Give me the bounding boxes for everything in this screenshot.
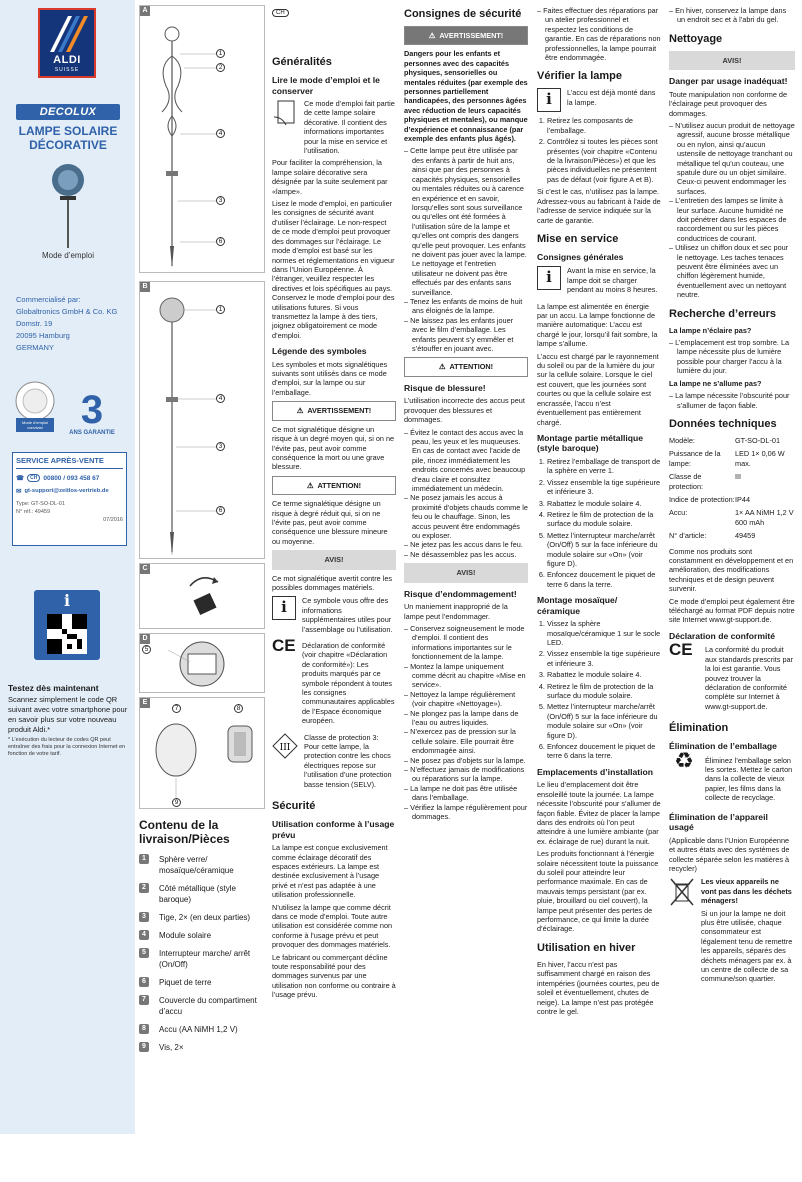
paragraph: Si un jour la lampe ne doit plus être utilisée, chaque consommateur est légalement tenu de remettre les appareils, séparés des déchets ménagers par ex. à un centre de collecte de sa commune/son quartier.: [701, 908, 793, 984]
list-item: – La lampe ne doit pas être utilisée dans l’emballage.: [404, 783, 518, 803]
aldi-logo: [38, 8, 96, 78]
list-item: – L’entretien des lampes se limite à leur surface. Aucune humidité ne doit pénétrer dans les espaces de raccordement ou sur les pièces conductrices de courant.: [669, 196, 787, 243]
paragraph: Déclaration de conformité (voir chapitre «Déclaration de conformité»): Les produits marqués par ce symbole répondent à toutes les consignes communautaires applicables de l’Espace économique européen.: [302, 641, 395, 726]
list-item: – Utilisez un chiffon doux et sec pour le nettoyage. Les taches tenaces peuvent être éliminées avec un chiffon légèrement humide, éventuellement avec un nettoyant neutre.: [669, 243, 789, 300]
list-item: – N’effectuez jamais de modifications ou réparations sur la lampe.: [404, 765, 525, 784]
list-item: – N’exercez pas de pression sur la cellule solaire. Elle pourrait être endommagée ainsi.: [404, 727, 516, 756]
warning-triangle-icon: ⚠: [306, 480, 314, 490]
list-damage: [404, 624, 528, 822]
mkt-line: 20095 Hamburg: [16, 331, 70, 340]
spec-key: Classe de protection:: [669, 472, 704, 491]
item-number: 4: [139, 930, 149, 940]
info-row: [537, 88, 661, 112]
list-item: – N’utilisez aucun produit de nettoyage agressif, aucune brosse métallique ou en nylon, ainsi qu’aucun ustensile de nettoyage tranchant ou métallique tel qu’un couteau, une spatule dure ou un objet similaire. Ceux-ci peuvent endommager les surfaces.: [669, 120, 795, 196]
contents-item: [139, 977, 265, 988]
figure-label: B: [140, 282, 150, 292]
contents-item: [139, 912, 265, 923]
column-4: [669, 6, 795, 1140]
contents-list: [139, 854, 265, 1053]
step: 3. Rabattez le module solaire 4.: [547, 499, 661, 508]
item-number: 1: [139, 854, 149, 864]
country-code: CH: [272, 9, 289, 17]
step: 5. Mettez l’interrupteur marche/arrêt (On/Off) 5 sur la face inférieure du module solaire sur «On» (voir figure D).: [547, 531, 661, 569]
contents-item: [139, 883, 265, 905]
spec-value: 1× AA NiMH 1,2 V 600 mAh: [735, 508, 794, 527]
notice-box: [669, 51, 795, 70]
paragraph: Ce mot signalétique avertit contre les possibles dommages matériels.: [272, 573, 393, 592]
tech-specs-table: [669, 436, 795, 541]
crossed-bin-icon: [669, 877, 695, 907]
figures-column: [139, 0, 265, 812]
figure-label: A: [140, 6, 150, 16]
info-icon: i: [272, 596, 296, 620]
callout: 5: [142, 645, 151, 654]
contents-item: [139, 1024, 265, 1035]
item-label: Sphère verre/ mosaïque/céramique: [159, 855, 234, 875]
paragraph: Ce mode d’emploi fait partie de cette lampe solaire décorative. Il contient des informations importantes pour la mise en service et l’utilisation.: [304, 99, 395, 156]
paragraph: Ce terme signalétique désigne un risque à degré réduit qui, si on ne l’évite pas, peut avoir comme conséquence une blessure mineure ou moyenne.: [272, 499, 388, 546]
callout: 1: [216, 49, 225, 58]
spec-key: Modèle:: [669, 435, 695, 445]
ce-mark-icon: CE: [272, 636, 296, 655]
paragraph: Si c’est le cas, n’utilisez pas la lampe. Adressez-vous au fabricant à l’aide de l’adresse de service indiquée sur la carte de garantie.: [537, 187, 661, 225]
callout: 1: [216, 305, 225, 314]
list-item: – La lampe nécessite l’obscurité pour s’allumer de façon fiable.: [669, 391, 790, 410]
heading-danger: Danger par usage inadéquat!: [669, 76, 788, 87]
paragraph: Comme nos produits sont constamment en développement et en amélioration, des modifications techniques et de design peuvent survenir.: [669, 546, 794, 594]
solar-module-fold-drawing: [140, 564, 266, 630]
ce-row: [669, 640, 795, 714]
heading-nettoyage: Nettoyage: [669, 32, 723, 45]
item-label: Interrupteur marche/ arrêt (On/Off): [159, 949, 251, 969]
heading-mise-en-service: Mise en service: [537, 232, 619, 245]
battery-compartment-drawing: [140, 698, 266, 810]
recycle-icon: ♻: [674, 747, 694, 773]
manual-hand-icon: [272, 99, 300, 129]
heading-consignes: Consignes de sécurité: [404, 8, 522, 20]
item-number: 7: [139, 995, 149, 1005]
weee-text: [701, 877, 795, 986]
callout: 3: [216, 196, 225, 205]
paragraph: Les symboles et mots signalétiques suivants sont utilisés dans ce mode d’emploi, sur la lampe ou sur l’emballage.: [272, 359, 388, 397]
callout: 7: [172, 704, 181, 713]
delivery-contents: [139, 818, 265, 1060]
spec-value: III: [735, 472, 742, 482]
test-note: * L’exécution du lecteur de codes QR peut entraîner des frais pour la connexion Internet en fonction de votre tarif.: [8, 737, 126, 757]
phone-icon: ☎: [16, 475, 25, 482]
info-row: [537, 266, 661, 297]
svg-text:III: III: [279, 742, 291, 753]
list-item: – L’emplacement est trop sombre. La lampe nécessite plus de lumière possible pour charger l’accu à la lumière du jour.: [669, 338, 790, 376]
warning-box: [272, 401, 396, 420]
callout: 4: [216, 394, 225, 403]
notice-label: AVIS!: [456, 568, 476, 578]
paragraph: Le lieu d’emplacement doit être ensoleillé toute la journée. La lampe nécessite l’obscurité pour s’allumer de façon fiable. Évitez de placer la lampe dans des endroits où l’on peut atteindre à une lumière ambiante (par ex. éclairage de rue) durant la nuit.: [537, 780, 661, 846]
figure-a: [139, 5, 265, 273]
warning-bold-text: Dangers pour les enfants et personnes avec des capacités physiques, sensorielles ou mentales réduites (par exemple des personnes partiellement handicapées, des personnes âgées avec réduction de leurs capacités physiques et mentales), ou manque d’expérience et connaissance (par exemple des enfants plus âgés).: [404, 49, 528, 144]
caution-box: [272, 476, 396, 495]
product-title: LAMPE SOLAIRE DÉCORATIVE: [18, 124, 118, 152]
question: La lampe ne s’allume pas?: [669, 378, 762, 388]
paragraph: La lampe est conçue exclusivement comme éclairage décoratif des espaces extérieurs. La lampe est destinée exclusivement à l’usage privé et n’est pas adaptée à une utilisation professionnelle.: [272, 843, 388, 900]
item-number: 5: [139, 948, 149, 958]
marketed-by: [16, 294, 128, 354]
list-children: [404, 146, 528, 353]
list-item: – Ne plongez pas la lampe dans de l’eau ou autres liquides.: [404, 708, 519, 727]
qr-code-icon: [47, 614, 87, 654]
warning-label: AVERTISSEMENT!: [307, 406, 372, 416]
list-item: – Cette lampe peut être utilisée par des enfants à partir de huit ans, ainsi que par des personnes à capacités physiques, sensorielles ou mentales réduites ou à carence en expérience et en savoir, lorsqu’elles sont sous surveillance ou qu’elles ont été formées à l’utilisation sûre de la lampe et qu’elles ont compris des dangers qu’elle peut provoquer. Les enfants ne doivent pas jouer avec la lampe. Le nettoyage et l’entretien utilisateur ne doivent pas être effectués par des enfants sans surveillance.: [404, 146, 527, 297]
intro-block: [272, 99, 396, 158]
item-label: Piquet de terre: [159, 978, 212, 987]
paragraph: Classe de protection 3: Pour cette lampe, la protection contre les chocs électriques repose sur l’utilisation d’une protection basse tension (SELV).: [304, 732, 392, 789]
figure-d: [139, 633, 265, 693]
callout: 6: [216, 506, 225, 515]
heading-donnees-techniques: Données techniques: [669, 417, 777, 430]
info-icon: i: [537, 88, 561, 112]
manual-subtitle: Mode d’emploi: [41, 251, 95, 260]
spec-value: GT-SO-DL-01: [735, 435, 781, 445]
step: 1. Retirez l’emballage de transport de la sphère en verre 1.: [547, 457, 661, 476]
list-item: – Tenez les enfants de moins de huit ans éloignés de la lampe.: [404, 296, 523, 316]
heading-elim-emballage: Élimination de l’emballage: [669, 741, 777, 752]
paragraph: L’accu est chargé par le rayonnement du soleil ou par de la lumière du jour sur la cellule solaire. Lorsque le ciel est couvert, que les journées sont courtes ou que la cellule solaire est encrassée, l’accu n’est éventuellement pas entièrement chargé.: [537, 351, 659, 427]
callout: 2: [216, 63, 225, 72]
figure-label: E: [140, 698, 150, 708]
info-icon: i: [537, 266, 561, 290]
recycle-row: [669, 747, 795, 806]
heading-montage-baroque: Montage partie métallique (style baroque): [537, 432, 644, 454]
contents-item: [139, 948, 265, 970]
caution-label: ATTENTION!: [317, 480, 362, 490]
on-off-switch-drawing: [140, 634, 266, 694]
item-label: Module solaire: [159, 931, 212, 940]
step: 4. Retirez le film de protection de la surface du module solaire.: [547, 510, 661, 529]
mkt-line: Domstr. 19: [16, 319, 53, 328]
notice-label: AVIS!: [722, 55, 742, 65]
item-number: 8: [139, 1024, 149, 1034]
spec-key: N° d’article:: [669, 531, 707, 541]
paragraph: Ce mot signalétique désigne un risque à un degré moyen qui, si on ne l’évite pas, peut avoir comme conséquence la mort ou une grave blessure.: [272, 424, 395, 472]
callout: 9: [172, 798, 181, 807]
mosaic-steps: [547, 619, 661, 761]
item-number: 9: [139, 1042, 149, 1052]
item-label: Couvercle du compartiment d’accu: [159, 996, 257, 1016]
step: 1. Retirez les composants de l’emballage.: [547, 116, 661, 135]
paragraph: Pour faciliter la compréhension, la lampe solaire décorative sera désignée par la suite seulement par «lampe».: [272, 158, 388, 196]
list-item: – Ne laissez pas les enfants jouer avec le film d’emballage. Les enfants peuvent s’y emmêler et s’étouffer en jouant avec.: [404, 315, 514, 353]
caution-box: [404, 357, 528, 376]
step: 3. Rabattez le module solaire 4.: [547, 670, 661, 679]
heading-montage-mosaique: Montage mosaïque/ céramique: [537, 595, 618, 616]
list-item: – Ne désassemblez pas les accus.: [404, 549, 517, 559]
item-label: Vis, 2×: [159, 1043, 184, 1052]
heading-elimination: Élimination: [669, 722, 729, 735]
service-box: [12, 452, 127, 546]
lamp-mosaic-drawing: [140, 282, 266, 560]
notice-box: [404, 563, 528, 582]
callout: 6: [216, 237, 225, 246]
paragraph: – Faites effectuer des réparations par un atelier professionnel et respectez les conditions de garantie. En cas de réparations non professionnelles, la lampe pourrait être endommagée.: [537, 6, 661, 63]
paragraph: Toute manipulation non conforme de l’éclairage peut provoquer des dommages.: [669, 89, 788, 118]
paragraph: La conformité du produit aux standards prescrits par la loi est garantie. Vous pouvez trouver la déclaration de conformité complète sur Internet à www.gt-support.de.: [705, 645, 794, 711]
warning-triangle-icon: ⚠: [428, 31, 436, 40]
heading-lire: Lire le mode d’emploi et le conserver: [272, 75, 380, 96]
spec-value: LED 1× 0,06 W max.: [735, 449, 785, 468]
aldi-country: SUISSE: [54, 67, 80, 73]
contents-title: Contenu de la livraison/Pièces: [139, 818, 230, 846]
warning-triangle-icon: ⚠: [296, 406, 304, 416]
mkt-line: Globaltronics GmbH & Co. KG: [16, 307, 118, 316]
class-iii-row: [272, 733, 396, 792]
figure-e: [139, 697, 265, 809]
service-type: Type: GT-SO-DL-01: [16, 501, 65, 507]
paragraph: Ce mode d’emploi peut également être téléchargé au format PDF depuis notre site Internet www.gt-support.de.: [669, 596, 795, 625]
decolux-logo: DECOLUX: [16, 104, 120, 120]
paragraph: – En hiver, conservez la lampe dans un endroit sec et à l’abri du gel.: [669, 6, 787, 25]
warning-box: [404, 26, 528, 45]
protection-class-iii-icon: [272, 733, 298, 759]
paragraph: Le fabricant ou commerçant décline toute responsabilité pour des dommages survenus par une utilisation non conforme ou contraire à l’usage prévu.: [272, 952, 396, 1000]
callout: 4: [216, 129, 225, 138]
callout: 3: [216, 442, 225, 451]
caution-label: ATTENTION!: [449, 362, 494, 372]
paragraph: Ce symbole vous offre des informations supplémentaires utiles pour l’assemblage ou l’utilisation.: [302, 596, 393, 634]
warning-triangle-icon: ⚠: [438, 362, 446, 372]
ce-mark-icon: CE: [669, 640, 693, 660]
notice-label: AVIS!: [324, 555, 344, 565]
service-ref: N° réf.: 49459: [16, 509, 50, 515]
spec-value: 49459: [735, 531, 756, 541]
spec-value: IP44: [735, 494, 751, 504]
baroque-steps: [547, 457, 661, 589]
paragraph: L’accu est déjà monté dans la lampe.: [567, 88, 656, 107]
heading-elim-appareil: Élimination de l’appareil usagé: [669, 811, 768, 833]
heading-emplacements: Emplacements d’installation: [537, 766, 654, 777]
step: 2. Vissez ensemble la tige supérieure et inférieure 3.: [547, 649, 661, 668]
list-item: – Ne posez jamais les accus à proximité d’objets chauds comme le feu ou le chauffage. Sinon, les accus peuvent être endommagés ou exploser.: [404, 493, 528, 540]
email-icon: ✉: [16, 488, 22, 495]
answer-list: [669, 338, 795, 376]
item-number: 6: [139, 977, 149, 987]
paragraph: La lampe est alimentée en énergie par un accu. La lampe fonctionne de manière automatique: L’accu est chargé le jour, lorsqu’il fait sombre, la lampe s’allume.: [537, 301, 658, 349]
spec-key: Indice de protection:: [669, 494, 735, 504]
column-3: [537, 6, 661, 1140]
step: 5. Mettez l’interrupteur marche/arrêt (On/Off) 5 sur la face inférieure du module solaire sur «On» (voir figure D).: [547, 702, 661, 740]
check-steps: [547, 116, 661, 184]
heading-blessure: Risque de blessure!: [404, 382, 486, 393]
country-badge: CH: [27, 474, 40, 482]
paragraph: Les vieux appareils ne vont pas dans les déchets ménagers!: [701, 877, 792, 906]
step: 1. Vissez la sphère mosaïque/céramique 1 sur le socle LED.: [547, 619, 661, 647]
info-icon: i: [63, 591, 71, 610]
service-email[interactable]: gt-support@zeitlos-vertrieb.de: [24, 488, 109, 494]
paragraph: Lisez le mode d’emploi, en particulier les consignes de sécurité avant d’utiliser l’éclairage. Le non-respect de ce mode d’emploi peut provoquer des dommages sur l’éclairage. Le mode d’emploi est basé sur les normes et réglementations en vigueur dans l’Union Européenne. À l’étranger, veuillez respecter les directives et lois spécifiques au pays. Conservez le mode d’emploi pour des utilisations futures. Si vous transmettez la lampe à des tiers, joignez obligatoirement ce mode d’emploi.: [272, 199, 395, 340]
service-email-row: [16, 487, 123, 495]
notice-box: [272, 550, 396, 569]
item-number: 2: [139, 883, 149, 893]
warning-label: AVERTISSEMENT!: [439, 31, 504, 40]
contents-item: [139, 1042, 265, 1053]
service-phone-row: [16, 474, 123, 482]
warranty-badge: [64, 390, 120, 436]
warranty-label: ANS GARANTIE: [69, 430, 115, 436]
heading-generalites: Généralités: [272, 56, 332, 68]
list-item: – Évitez le contact des accus avec la peau, les yeux et les muqueuses. En cas de contact avec l’acide de pile, rincez immédiatement les endroits concernés avec beaucoup d’eau claire et consultez immédiatement un médecin.: [404, 427, 526, 493]
mkt-line: GERMANY: [16, 343, 54, 352]
heading-hiver: Utilisation en hiver: [537, 941, 636, 954]
contents-item: [139, 854, 265, 876]
service-date: 07/2016: [103, 517, 123, 523]
service-title: SERVICE APRÈS-VENTE: [16, 456, 123, 469]
list-item: – Montez la lampe uniquement comme décrit au chapitre «Mise en service».: [404, 661, 526, 690]
column-2: [404, 0, 528, 1134]
figure-label: D: [140, 634, 150, 644]
qr-code-box[interactable]: [34, 590, 100, 660]
answer-list: [669, 391, 795, 410]
aldi-wordmark: ALDI: [53, 54, 81, 66]
heading-verifier: Vérifier la lampe: [537, 70, 622, 83]
spec-key: Accu:: [669, 508, 688, 518]
paragraph: En hiver, l’accu n’est pas suffisamment chargé en raison des intempéries (journées courtes, peu de soleil et éventuellement, chutes de neige). La lampe n’est pas protégée contre le gel.: [537, 959, 660, 1016]
heading-securite: Sécurité: [272, 800, 316, 813]
ce-symbol-row: [272, 636, 396, 729]
list-cleaning: [669, 121, 795, 300]
item-number: 3: [139, 912, 149, 922]
step: 2. Vissez ensemble la tige supérieure et inférieure 3.: [547, 478, 661, 497]
step: 4. Retirez le film de protection de la surface du module solaire.: [547, 682, 661, 701]
figure-b: [139, 281, 265, 559]
heading-recherche: Recherche d’erreurs: [669, 307, 776, 320]
heading-declaration: Déclaration de conformité: [669, 630, 776, 641]
list-item: – Ne posez pas d’objets sur la lampe.: [404, 755, 526, 765]
item-label: Côté métallique (style baroque): [159, 884, 236, 904]
test-body: Scannez simplement le code QR suivant avec votre smartphone pour en savoir plus sur votre nouveau produit Aldi.*: [8, 695, 128, 734]
figure-c: [139, 563, 265, 629]
figure-label: C: [140, 564, 150, 574]
paragraph: Avant la mise en service, la lampe doit se charger pendant au moins 8 heures.: [567, 266, 658, 295]
service-phone[interactable]: 00800 / 093 458 67: [43, 474, 100, 482]
weee-row: [669, 877, 795, 986]
contents-item: [139, 930, 265, 941]
list-item: – Nettoyez la lampe régulièrement (voir chapitre «Nettoyage»).: [404, 689, 516, 709]
heading-legende: Légende des symboles: [272, 346, 367, 357]
paragraph: Un maniement inapproprié de la lampe peut l’endommager.: [404, 602, 508, 621]
step: 6. Enfoncez doucement le piquet de terre 6 dans la terre.: [547, 570, 661, 589]
question: La lampe n’éclaire pas?: [669, 325, 752, 335]
spec-key: Puissance de la lampe:: [669, 449, 721, 468]
warranty-years: 3: [80, 388, 104, 432]
list-item: – Conservez soigneusement le mode d’emploi. Il contient des informations importantes sur le fonctionnement de la lampe.: [404, 623, 525, 662]
quality-seal: [14, 380, 56, 438]
lamp-baroque-drawing: [140, 6, 266, 274]
paragraph: Les produits fonctionnant à l’énergie solaire nécessitent toute la puissance du soleil pour atteindre leur performance maximale. En cas de mauvais temps persistant (par ex. pluie, brouillard ou ciel couvert), la lampe peut présenter des pertes de performance, ce qui limite la durée d’éclairage.: [537, 849, 659, 934]
paragraph: L’utilisation incorrecte des accus peut provoquer des blessures et dommages.: [404, 396, 525, 425]
contents-item: [139, 995, 265, 1017]
info-symbol-row: [272, 596, 396, 637]
paragraph: (Applicable dans l’Union Européenne et autres états avec des systèmes de collecte séparée selon les matières à recycler): [669, 835, 790, 873]
column-1: [272, 48, 396, 1182]
mkt-line: Commercialisé par:: [16, 295, 81, 304]
heading-endommagement: Risque d’endommagement!: [404, 588, 517, 599]
lamp-photo: [40, 158, 96, 248]
paragraph: Éliminez l’emballage selon les sortes. Mettez le carton dans la collecte de vieux papier, les films dans la collecte de recyclage.: [705, 755, 793, 803]
test-title: Testez dès maintenant: [8, 683, 99, 693]
step: 2. Contrôlez si toutes les pièces sont présentes (voir chapitre «Contenu de la livraison/Pièces») et que les pièces individuelles ne présentent pas de défaut (voir figure A et B).: [547, 137, 661, 184]
heading-utilisation: Utilisation conforme à l’usage prévu: [272, 819, 395, 840]
list-item: – Vérifiez la lampe régulièrement pour dommages.: [404, 802, 528, 822]
list-item: – Ne jetez pas les accus dans le feu.: [404, 540, 523, 550]
item-label: Tige, 2× (en deux parties): [159, 913, 251, 922]
item-label: Accu (AA NiMH 1,2 V): [159, 1025, 238, 1034]
heading-consignes-generales: Consignes générales: [537, 251, 624, 262]
paragraph: N’utilisez la lampe que comme décrit dans ce mode d’emploi. Toute autre utilisation est considérée comme non conforme à l’usage prévu et peut provoquer des dommages matériels.: [272, 902, 393, 950]
step: 6. Enfoncez doucement le piquet de terre 6 dans la terre.: [547, 742, 661, 761]
seal-label: Mode d’emploi convivial: [21, 420, 48, 430]
list-batteries: [404, 428, 528, 560]
test-now: [8, 683, 134, 758]
callout: 8: [234, 704, 243, 713]
